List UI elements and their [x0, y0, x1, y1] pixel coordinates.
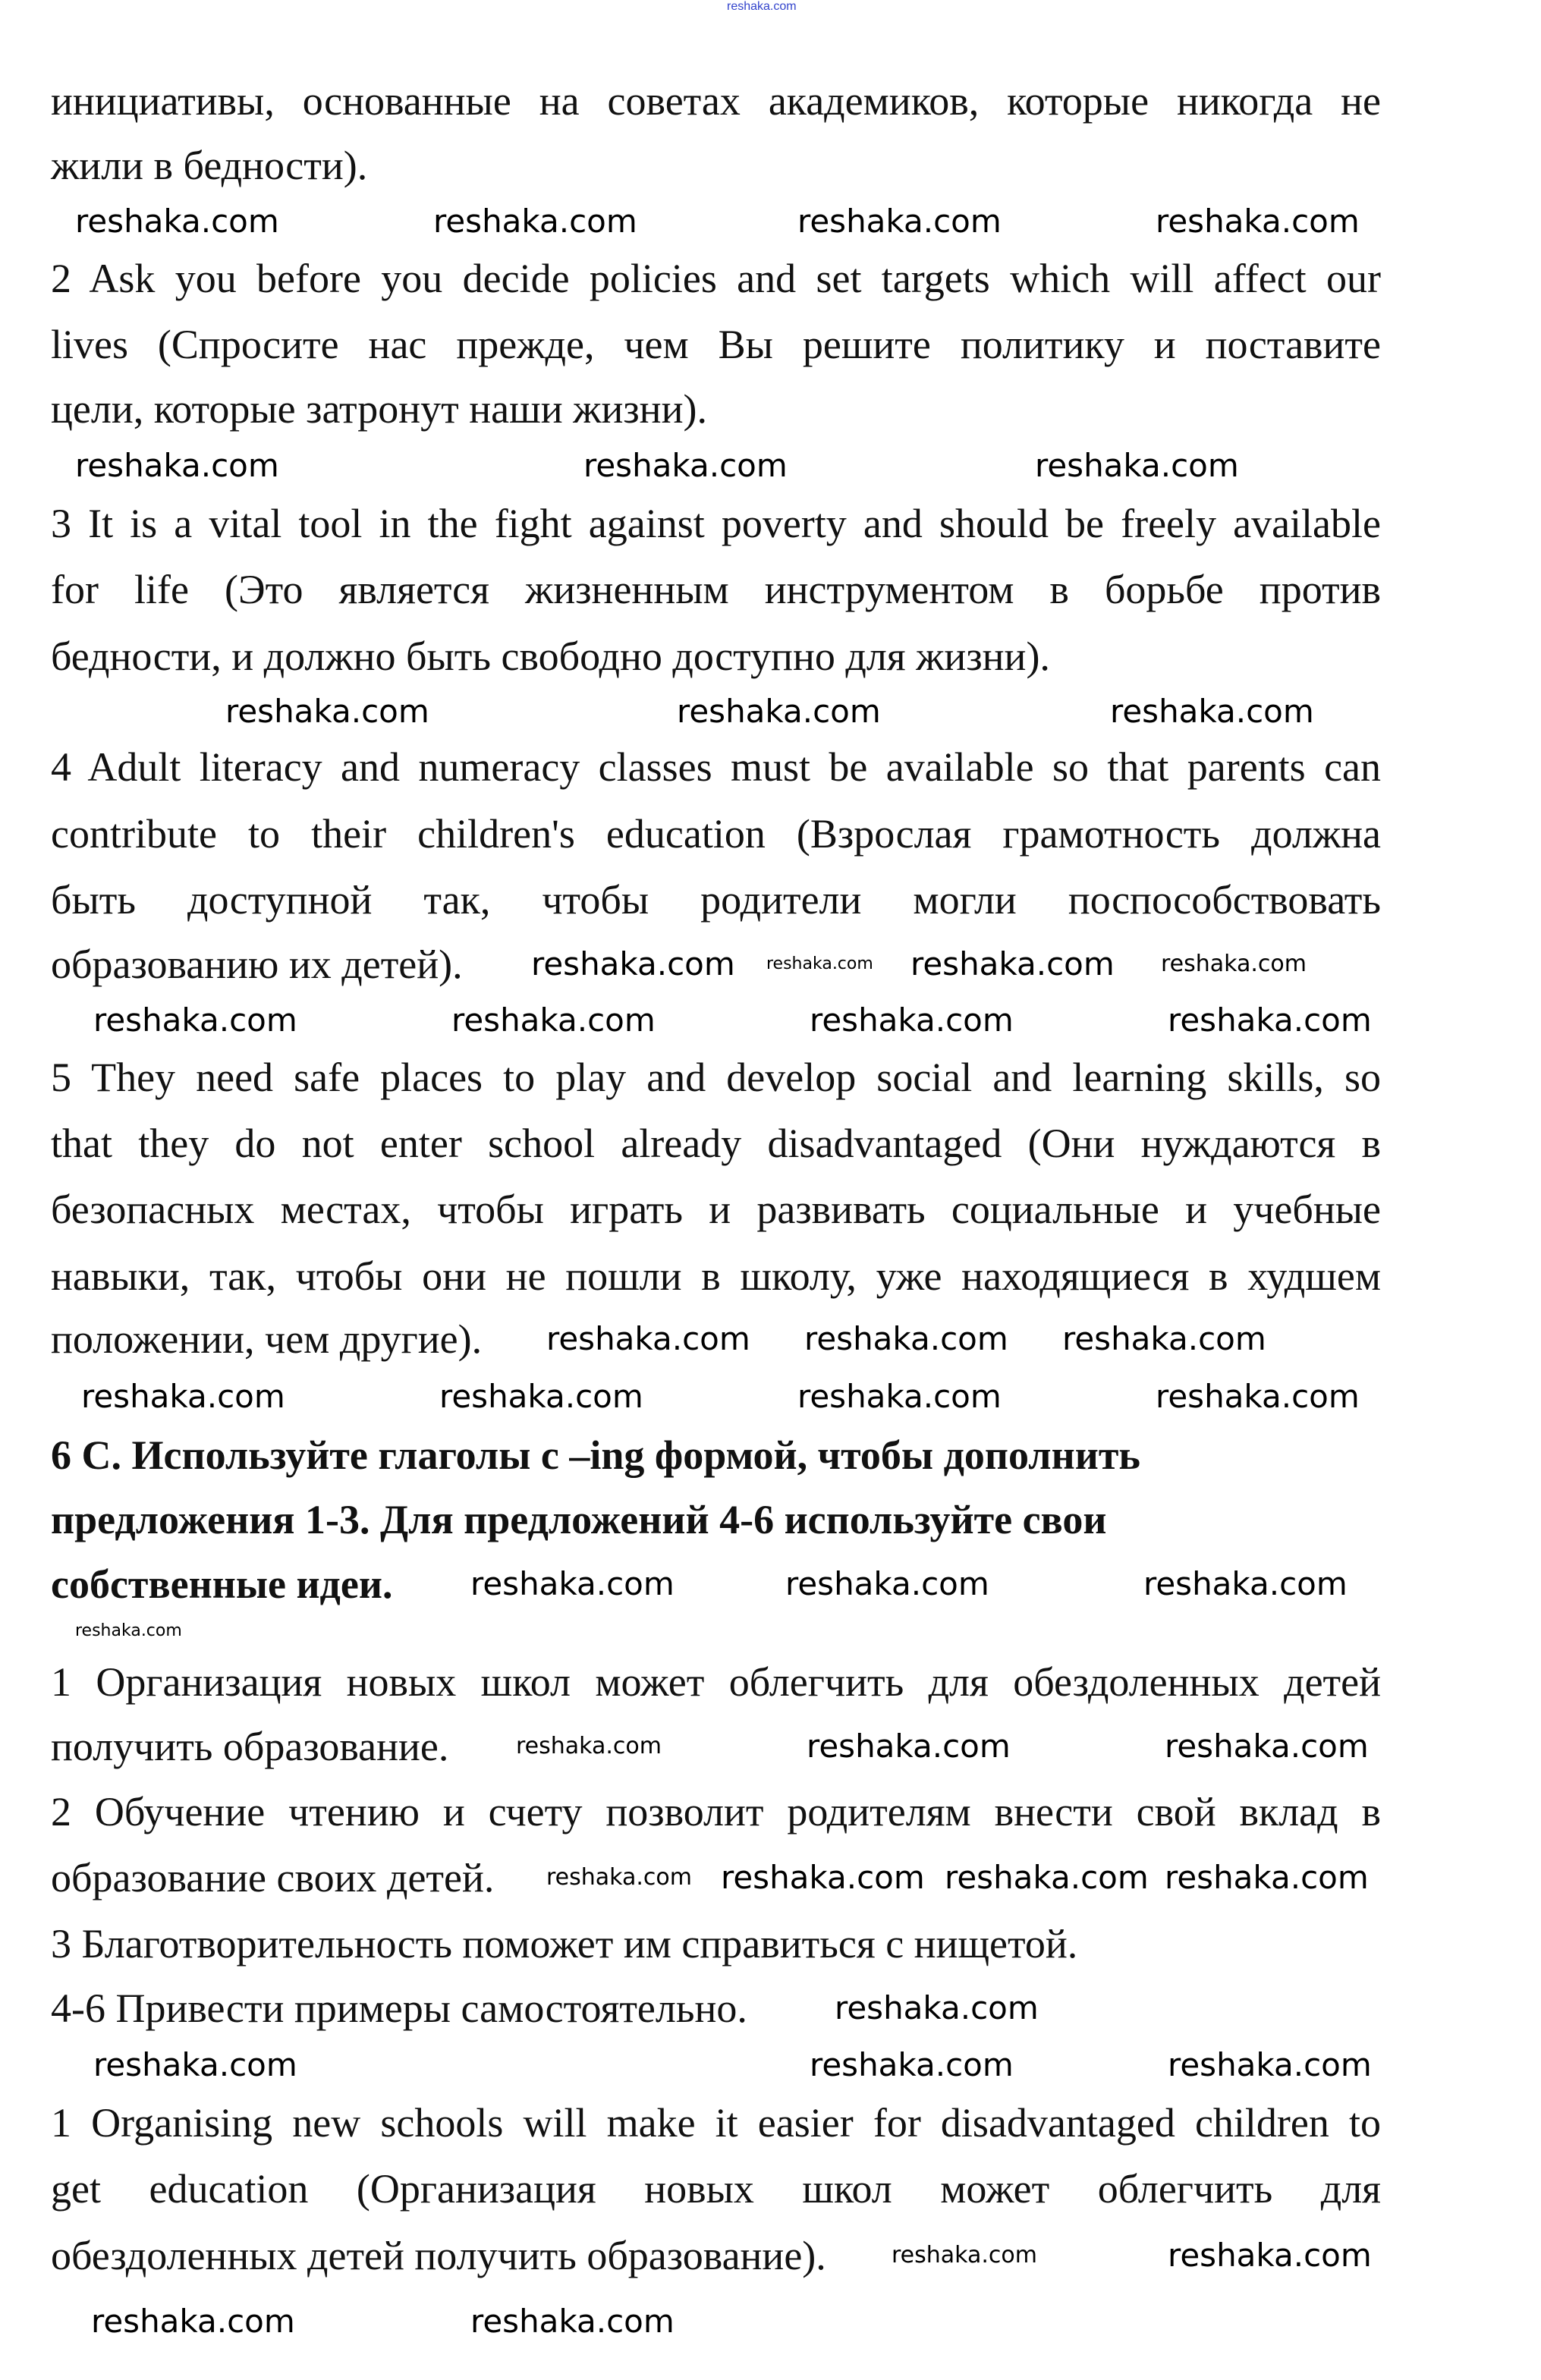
- text-line: 2 Ask you before you decide policies and set targets which will affect our: [51, 256, 1381, 301]
- text-line: 4 Adult literacy and numeracy classes must be available so that parents can: [51, 744, 1381, 790]
- watermark: reshaka.com: [91, 2303, 295, 2340]
- watermark: reshaka.com: [797, 1378, 1002, 1415]
- watermark: reshaka.com: [721, 1859, 925, 1896]
- watermark: reshaka.com: [546, 1864, 692, 1891]
- watermark: reshaka.com: [1168, 2046, 1372, 2083]
- watermark: reshaka.com: [785, 1565, 989, 1602]
- watermark: reshaka.com: [1165, 1728, 1369, 1765]
- watermark: reshaka.com: [1168, 1001, 1372, 1039]
- watermark: reshaka.com: [470, 2303, 675, 2340]
- watermark: reshaka.com: [1035, 447, 1239, 484]
- watermark: reshaka.com: [835, 1989, 1039, 2026]
- watermark: reshaka.com: [804, 1320, 1008, 1357]
- watermark: reshaka.com: [1143, 1565, 1348, 1602]
- watermark: reshaka.com: [910, 945, 1115, 982]
- text-line: навыки, так, чтобы они не пошли в школу, уже находящиеся в худшем: [51, 1253, 1381, 1299]
- watermark: reshaka.com: [451, 1001, 656, 1039]
- watermark: reshaka.com: [1110, 693, 1314, 730]
- watermark: reshaka.com: [1165, 1859, 1369, 1896]
- text-line: 2 Обучение чтению и счету позволит родителям внести свой вклад в: [51, 1789, 1381, 1835]
- text-line: 5 They need safe places to play and develop social and learning skills, so: [51, 1055, 1381, 1100]
- text-line: положении, чем другие).: [51, 1316, 483, 1362]
- task-heading-line: собственные идеи.: [51, 1561, 393, 1607]
- text-line: 4-6 Привести примеры самостоятельно.: [51, 1985, 747, 2031]
- watermark: reshaka.com: [75, 1621, 182, 1640]
- watermark: reshaka.com: [807, 1728, 1011, 1765]
- text-line: жили в бедности).: [51, 143, 368, 188]
- text-line: contribute to their children's education (Взрослая грамотность должна: [51, 811, 1381, 857]
- task-heading-line: предложения 1-3. Для предложений 4-6 используйте свои: [51, 1497, 1107, 1542]
- watermark: reshaka.com: [766, 954, 873, 973]
- text-line: инициативы, основанные на советах академиков, которые никогда не: [51, 78, 1381, 124]
- text-line: 3 Благотворительность поможет им справиться с нищетой.: [51, 1921, 1078, 1967]
- text-line: for life (Это является жизненным инструментом в борьбе против: [51, 567, 1381, 612]
- watermark: reshaka.com: [75, 203, 279, 240]
- text-line: 1 Organising new schools will make it easier for disadvantaged children to: [51, 2100, 1381, 2146]
- watermark: reshaka.com: [81, 1378, 285, 1415]
- text-line: цели, которые затронут наши жизни).: [51, 386, 707, 432]
- watermark: reshaka.com: [677, 693, 881, 730]
- watermark: reshaka.com: [75, 447, 279, 484]
- watermark: reshaka.com: [1062, 1320, 1266, 1357]
- text-line: бедности, и должно быть свободно доступно для жизни).: [51, 634, 1050, 679]
- text-line: обездоленных детей получить образование).: [51, 2233, 826, 2278]
- watermark: reshaka.com: [1156, 203, 1360, 240]
- watermark: reshaka.com: [1156, 1378, 1360, 1415]
- text-line: 3 It is a vital tool in the fight against poverty and should be freely available: [51, 501, 1381, 546]
- watermark: reshaka.com: [93, 2046, 297, 2083]
- watermark: reshaka.com: [1168, 2237, 1372, 2274]
- header-watermark: reshaka.com: [727, 0, 797, 13]
- watermark: reshaka.com: [583, 447, 788, 484]
- text-line: образование своих детей.: [51, 1855, 495, 1901]
- text-line: get education (Организация новых школ может облегчить для: [51, 2166, 1381, 2212]
- task-heading-line: 6 C. Используйте глаголы с –ing формой, чтобы дополнить: [51, 1432, 1140, 1478]
- watermark: reshaka.com: [892, 2242, 1037, 2268]
- text-line: образованию их детей).: [51, 942, 463, 987]
- watermark: reshaka.com: [439, 1378, 643, 1415]
- text-line: безопасных местах, чтобы играть и развивать социальные и учебные: [51, 1187, 1381, 1232]
- watermark: reshaka.com: [516, 1733, 662, 1759]
- watermark: reshaka.com: [433, 203, 637, 240]
- watermark: reshaka.com: [225, 693, 429, 730]
- watermark: reshaka.com: [1161, 951, 1307, 977]
- watermark: reshaka.com: [546, 1320, 750, 1357]
- text-line: lives (Спросите нас прежде, чем Вы решите политику и поставите: [51, 322, 1381, 367]
- watermark: reshaka.com: [531, 945, 735, 982]
- watermark: reshaka.com: [797, 203, 1002, 240]
- watermark: reshaka.com: [810, 1001, 1014, 1039]
- text-line: that they do not enter school already disadvantaged (Они нуждаются в: [51, 1121, 1381, 1166]
- text-line: быть доступной так, чтобы родители могли поспособствовать: [51, 877, 1381, 923]
- watermark: reshaka.com: [810, 2046, 1014, 2083]
- text-line: 1 Организация новых школ может облегчить для обездоленных детей: [51, 1659, 1381, 1705]
- watermark: reshaka.com: [93, 1001, 297, 1039]
- text-line: получить образование.: [51, 1724, 449, 1769]
- watermark: reshaka.com: [470, 1565, 675, 1602]
- watermark: reshaka.com: [945, 1859, 1149, 1896]
